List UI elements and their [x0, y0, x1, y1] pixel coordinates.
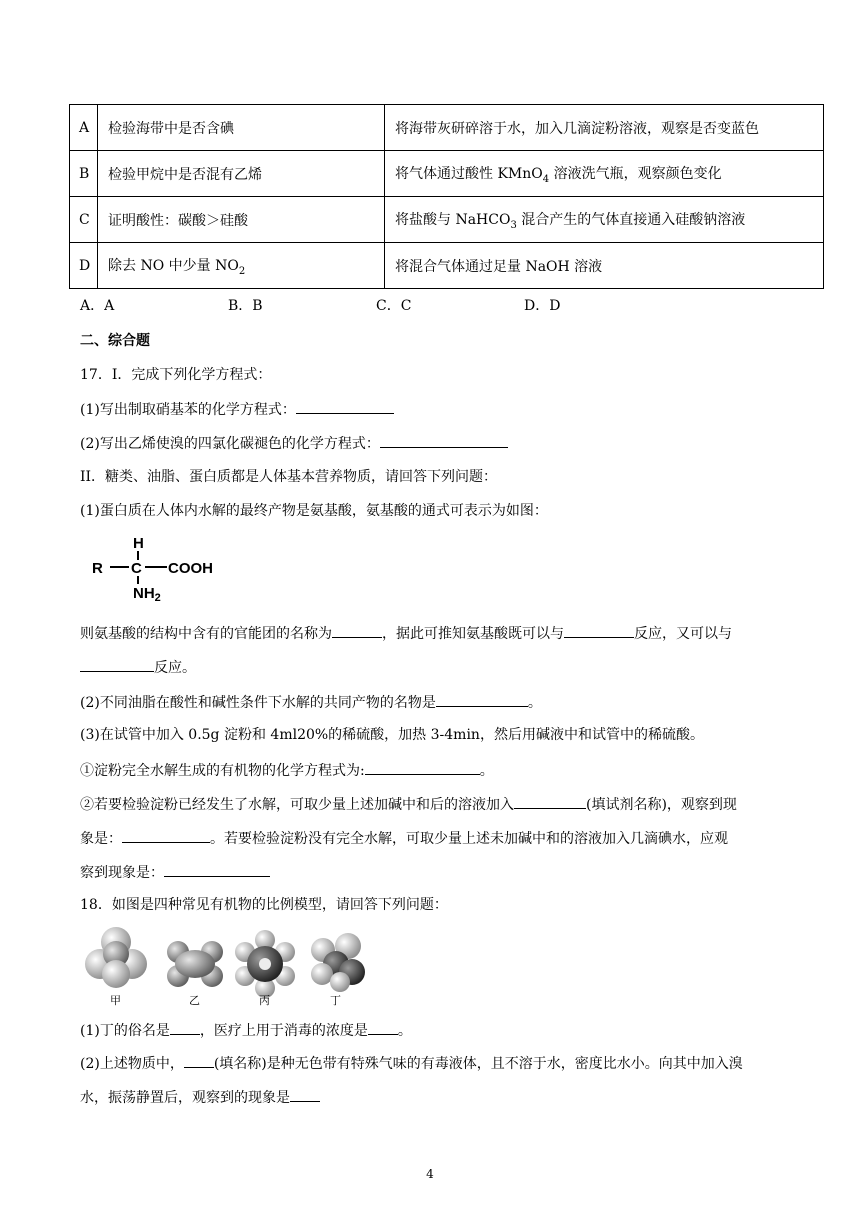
section-heading: 二、综合题: [80, 333, 150, 349]
label-ding: 丁: [330, 994, 341, 1007]
q17-p1: (1)蛋白质在人体内水解的最终产物是氨基酸，氨基酸的通式可表示为如图：: [80, 503, 548, 519]
table-row: [70, 105, 824, 151]
answer-blank[interactable]: [122, 828, 210, 843]
answer-blank[interactable]: [332, 623, 382, 638]
formula-c: C: [131, 560, 142, 577]
q18-title: 18．如图是四种常见有机物的比例模型，请回答下列问题：: [80, 897, 448, 913]
answer-blank[interactable]: [170, 1020, 200, 1035]
row-purpose: 检验甲烷中是否混有乙烯: [98, 151, 385, 197]
q17-sub2: (2)写出乙烯使溴的四氯化碳褪色的化学方程式：: [80, 433, 508, 454]
answer-blank[interactable]: [290, 1087, 320, 1102]
answer-blank[interactable]: [514, 794, 586, 809]
ethylene-model: [167, 941, 223, 987]
row-method: 将海带灰研碎溶于水，加入几滴淀粉溶液，观察是否变蓝色: [385, 105, 824, 151]
q17-p1b: 反应。: [80, 657, 196, 678]
choice-c: C．C: [376, 298, 412, 314]
molecule-models-figure: [80, 924, 370, 1008]
q17-p2: (2)不同油脂在酸性和碱性条件下水解的共同产物的名物是 。: [80, 692, 542, 713]
table-row: [70, 197, 824, 243]
label-yi: 乙: [189, 994, 200, 1007]
choice-b: B．B: [228, 298, 263, 314]
q17-p3d: 察到现象是：: [80, 862, 270, 883]
page-number: 4: [426, 1167, 434, 1181]
table-row: [70, 151, 824, 197]
formula-h: H: [133, 535, 144, 552]
q17-p3c: 象是： 。若要检验淀粉没有完全水解，可取少量上述未加碱中和的溶液加入几滴碘水，应观: [80, 828, 728, 849]
q18-sub1: (1)丁的俗名是 ，医疗上用于消毒的浓度是 。: [80, 1020, 412, 1041]
answer-blank[interactable]: [365, 760, 480, 775]
label-bing: 丙: [259, 994, 270, 1007]
q18-sub2: (2)上述物质中， (填名称)是种无色带有特殊气味的有毒液体，且不溶于水，密度比水小。向其中加入溴: [80, 1053, 743, 1074]
row-purpose: 除去 NO 中少量 $NO_2$: [98, 243, 385, 289]
answer-blank[interactable]: [296, 399, 394, 414]
row-letter: B: [70, 151, 98, 197]
answer-blank[interactable]: [184, 1053, 214, 1068]
row-method: 将气体通过酸性 KMnO$_4$ 溶液洗气瓶，观察颜色变化: [385, 151, 824, 197]
choice-d: D．D: [524, 298, 561, 314]
row-method: 将混合气体通过足量 NaOH 溶液: [385, 243, 824, 289]
q17-part2: II．糖类、油脂、蛋白质都是人体基本营养物质，请回答下列问题：: [80, 469, 498, 485]
row-letter: C: [70, 197, 98, 243]
answer-blank[interactable]: [436, 692, 528, 707]
table-row: [70, 243, 824, 289]
answer-blank[interactable]: [380, 433, 508, 448]
q17-p3: (3)在试管中加入 0.5g 淀粉和 4ml20%的稀硫酸，加热 3-4min，然后用碱液中和试管中的稀硫酸。: [80, 727, 704, 743]
formula-r: R: [92, 560, 103, 577]
q17-p3b: ②若要检验淀粉已经发生了水解，可取少量上述加碱中和后的溶液加入 (填试剂名称)，观察到现: [80, 794, 737, 815]
q18-sub2b: 水，振荡静置后，观察到的现象是: [80, 1087, 320, 1108]
answer-blank[interactable]: [164, 862, 270, 877]
row-letter: D: [70, 243, 98, 289]
label-jia: 甲: [110, 994, 121, 1007]
answer-choices: [80, 296, 560, 316]
choice-a: A．A: [80, 298, 115, 314]
row-letter: A: [70, 105, 98, 151]
q17-sub1: (1)写出制取硝基苯的化学方程式：: [80, 399, 394, 420]
row-purpose: 检验海带中是否含碘: [98, 105, 385, 151]
answer-blank[interactable]: [368, 1020, 398, 1035]
formula-nh2: $NH_2$: [133, 585, 161, 602]
methane-model: [85, 927, 147, 988]
answer-blank[interactable]: [564, 623, 634, 638]
amino-acid-formula: [90, 532, 250, 602]
q17-p3a: ①淀粉完全水解生成的有机物的化学方程式为: 。: [80, 760, 494, 781]
row-method: 将盐酸与 NaHCO$_3$ 混合产生的气体直接通入硅酸钠溶液: [385, 197, 824, 243]
answer-blank[interactable]: [80, 657, 154, 672]
row-purpose: 证明酸性：碳酸＞硅酸: [98, 197, 385, 243]
formula-cooh: COOH: [168, 560, 213, 577]
q17-p1a: 则氨基酸的结构中含有的官能团的名称为 ，据此可推知氨基酸既可以与 反应，又可以与: [80, 623, 732, 644]
ethanol-model: [311, 933, 365, 992]
q17-title: 17．I．完成下列化学方程式：: [80, 367, 272, 383]
options-table: [69, 104, 824, 289]
benzene-model: [235, 930, 295, 998]
